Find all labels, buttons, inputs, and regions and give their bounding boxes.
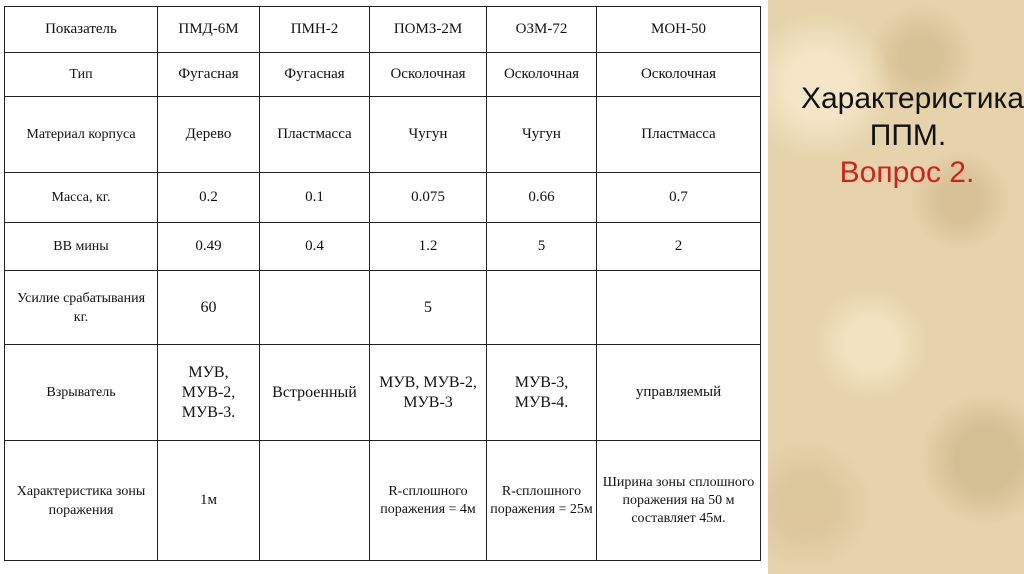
table-cell: 60 (158, 271, 260, 345)
table-cell: 1м (158, 441, 260, 561)
table-cell: Встроенный (260, 345, 370, 441)
table-cell (260, 441, 370, 561)
table-cell: Осколочная (370, 53, 487, 97)
slide-title (774, 80, 1024, 191)
row-label: Взрыватель (5, 345, 158, 441)
mine-characteristics-table (4, 6, 761, 561)
table-cell (260, 271, 370, 345)
header-mon-50: МОН-50 (597, 7, 761, 53)
header-ozm-72: ОЗМ-72 (487, 7, 597, 53)
header-row (5, 7, 761, 53)
table-cell (487, 271, 597, 345)
question-label: Вопрос 2. (839, 156, 975, 189)
table-cell: 0.075 (370, 173, 487, 223)
table-cell: управляемый (597, 345, 761, 441)
table-cell: Осколочная (597, 53, 761, 97)
slide-title-line2: ППМ. (869, 119, 947, 152)
header-pmn-2: ПМН-2 (260, 7, 370, 53)
row-label: Материал корпуса (5, 97, 158, 173)
table-row (5, 345, 761, 441)
table-row (5, 223, 761, 271)
table-cell: R-сплошного поражения = 4м (370, 441, 487, 561)
table-cell: Ширина зоны сплошного поражения на 50 м составляет 45м. (597, 441, 761, 561)
table-cell: 0.7 (597, 173, 761, 223)
header-indicator: Показатель (5, 7, 158, 53)
table-cell: Чугун (370, 97, 487, 173)
row-label: Характеристика зоны поражения (5, 441, 158, 561)
header-pmd-6m: ПМД-6М (158, 7, 260, 53)
table-cell: Фугасная (260, 53, 370, 97)
row-label: ВВ мины (5, 223, 158, 271)
table-cell: 0.66 (487, 173, 597, 223)
table-row (5, 441, 761, 561)
table-cell: 5 (487, 223, 597, 271)
table-cell: Дерево (158, 97, 260, 173)
table-cell: Чугун (487, 97, 597, 173)
table-cell: 1.2 (370, 223, 487, 271)
table-row (5, 271, 761, 345)
row-label: Усилие срабатывания кг. (5, 271, 158, 345)
table-cell: МУВ, МУВ-2, МУВ-3 (370, 345, 487, 441)
table-row (5, 97, 761, 173)
table-cell: 0.2 (158, 173, 260, 223)
table-cell: 5 (370, 271, 487, 345)
header-pomz-2m: ПОМЗ-2М (370, 7, 487, 53)
row-label: Масса, кг. (5, 173, 158, 223)
table-cell: 0.1 (260, 173, 370, 223)
row-label: Тип (5, 53, 158, 97)
slide-title-line1: Характеристика (800, 82, 1024, 115)
table-cell: Фугасная (158, 53, 260, 97)
table-cell: 2 (597, 223, 761, 271)
table-cell: 0.4 (260, 223, 370, 271)
table-row (5, 173, 761, 223)
table-cell: Пластмасса (260, 97, 370, 173)
table-cell: МУВ, МУВ-2, МУВ-3. (158, 345, 260, 441)
table-cell (597, 271, 761, 345)
table-cell: Пластмасса (597, 97, 761, 173)
table-cell: МУВ-3, МУВ-4. (487, 345, 597, 441)
table-cell: R-сплошного поражения = 25м (487, 441, 597, 561)
parchment-side-panel (768, 0, 1024, 574)
table-row (5, 53, 761, 97)
table-cell: Осколочная (487, 53, 597, 97)
table-cell: 0.49 (158, 223, 260, 271)
